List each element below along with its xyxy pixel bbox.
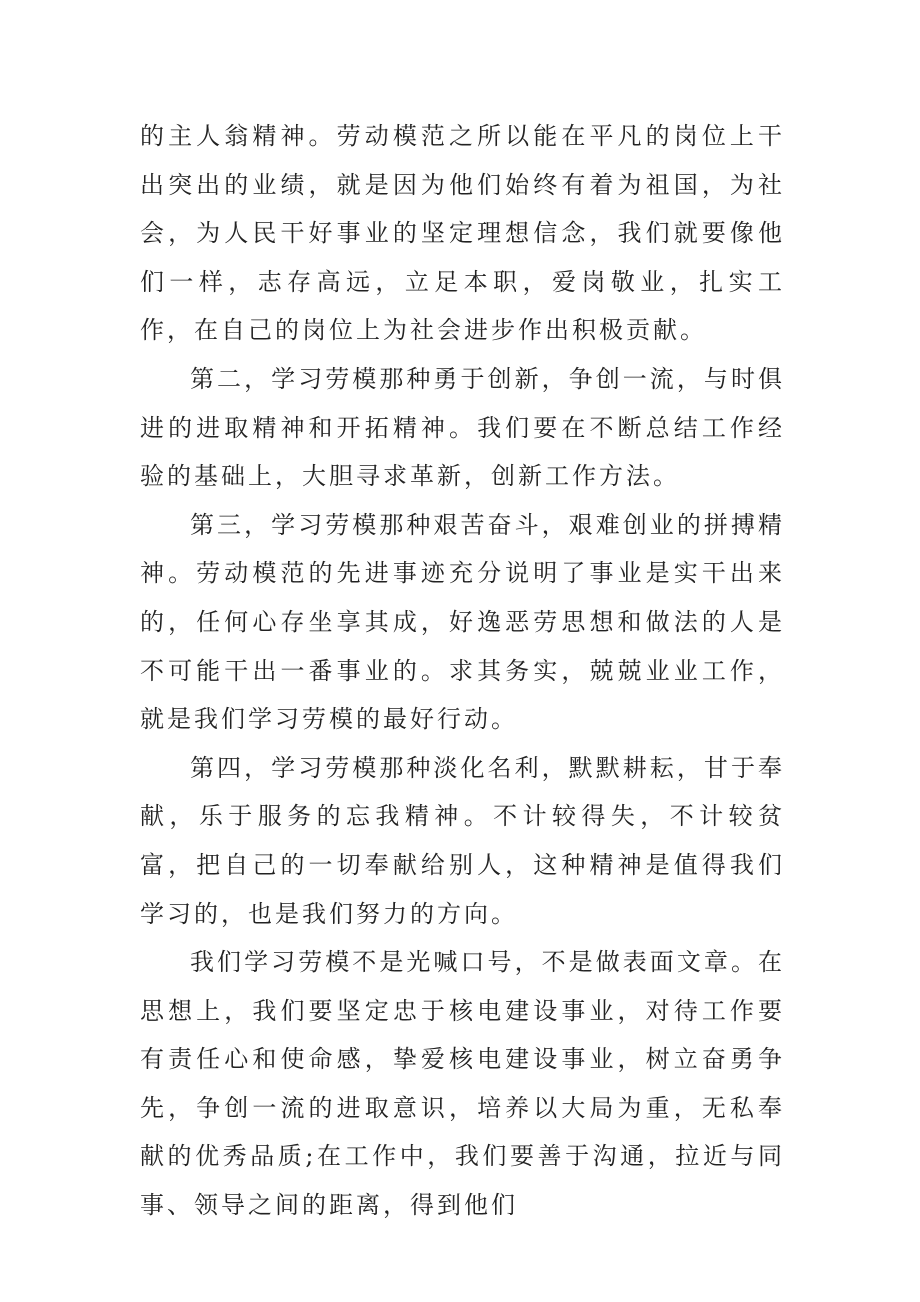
paragraph-continuation: 的主人翁精神。劳动模范之所以能在平凡的岗位上干出突出的业绩，就是因为他们始终有着为祖国，为社会，为人民干好事业的坚定理想信念，我们就要像他们一样，志存高远，立足本职，爱岗敬业，扎实工作，在自己的岗位上为社会进步作出积极贡献。 bbox=[140, 122, 785, 345]
paragraph-third: 第三，学习劳模那种艰苦奋斗，艰难创业的拼搏精神。劳动模范的先进事迹充分说明了事业是实干出来的，任何心存坐享其成，好逸恶劳思想和做法的人是不可能干出一番事业的。求其务实，兢兢业业工作，就是我们学习劳模的最好行动。 bbox=[140, 510, 785, 734]
paragraph-conclusion: 我们学习劳模不是光喊口号，不是做表面文章。在思想上，我们要坚定忠于核电建设事业，对待工作要有责任心和使命感，挚爱核电建设事业，树立奋勇争先，争创一流的进取意识，培养以大局为重，无私奉献的优秀品质;在工作中，我们要善于沟通，拉近与同事、领导之间的距离，得到他们 bbox=[140, 948, 785, 1220]
document-body bbox=[140, 112, 785, 1230]
paragraph-fourth: 第四，学习劳模那种淡化名利，默默耕耘，甘于奉献，乐于服务的忘我精神。不计较得失，不计较贫富，把自己的一切奉献给别人，这种精神是值得我们学习的，也是我们努力的方向。 bbox=[140, 753, 785, 928]
paragraph-second: 第二，学习劳模那种勇于创新，争创一流，与时俱进的进取精神和开拓精神。我们要在不断总结工作经验的基础上，大胆寻求革新，创新工作方法。 bbox=[140, 364, 785, 491]
